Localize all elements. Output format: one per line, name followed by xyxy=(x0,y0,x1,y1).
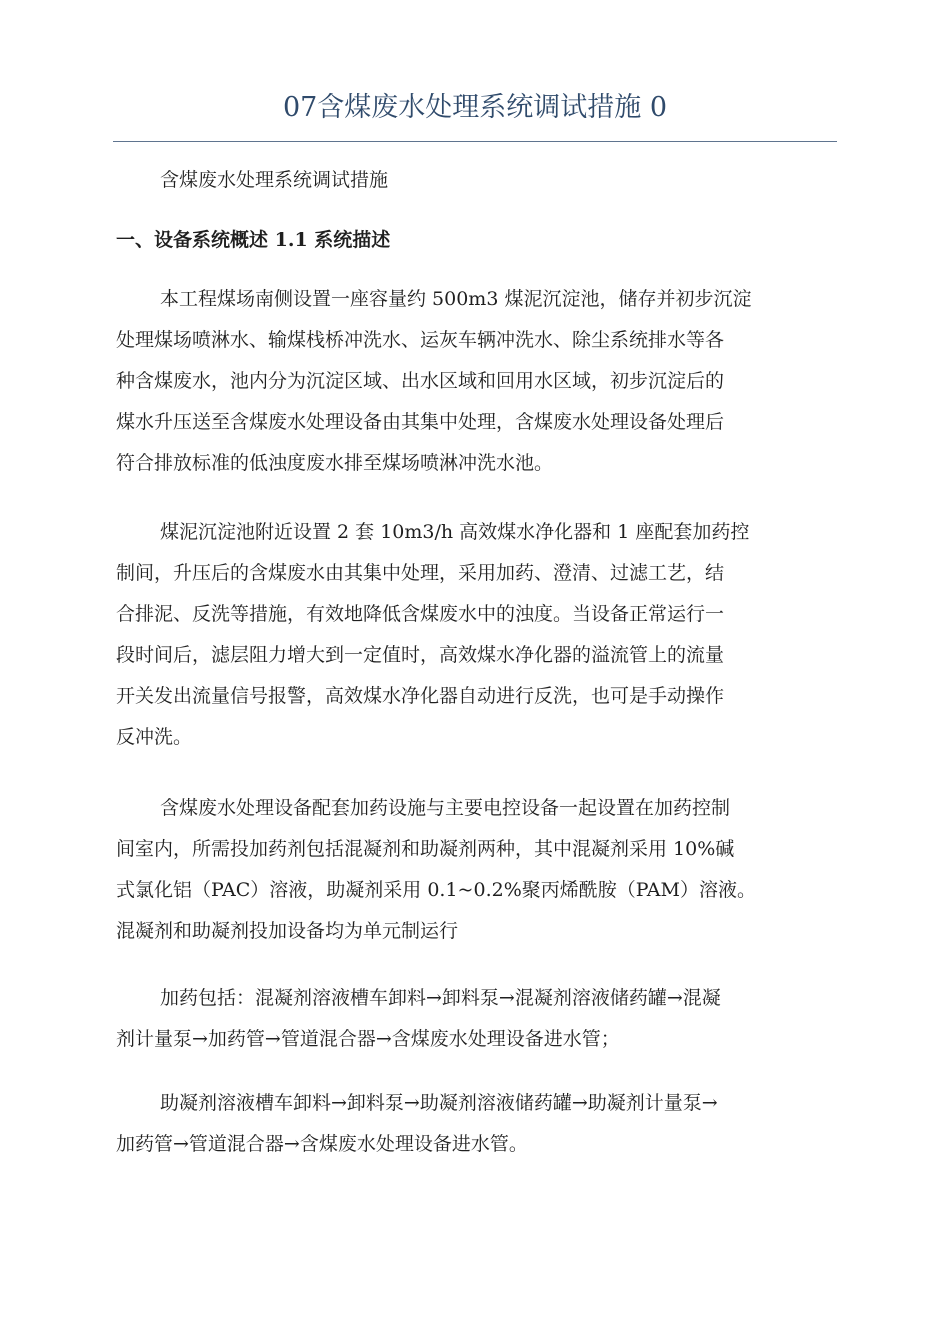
paragraph-5 xyxy=(116,1083,840,1165)
paragraph-1 xyxy=(116,279,840,484)
paragraph-line: 开关发出流量信号报警，高效煤水净化器自动进行反洗，也可是手动操作 xyxy=(116,685,725,707)
paragraph-line: 剂计量泵→加药管→管道混合器→含煤废水处理设备进水管； xyxy=(116,1028,620,1050)
paragraph-line: 含煤废水处理设备配套加药设施与主要电控设备一起设置在加药控制 xyxy=(160,797,731,819)
paragraph-line: 间室内，所需投加药剂包括混凝剂和助凝剂两种，其中混凝剂采用 10%碱 xyxy=(116,838,735,860)
paragraph-line: 种含煤废水，池内分为沉淀区域、出水区域和回用水区域，初步沉淀后的 xyxy=(116,370,725,392)
title-divider xyxy=(113,141,837,142)
paragraph-line: 混凝剂和助凝剂投加设备均为单元制运行 xyxy=(116,920,459,942)
paragraph-line: 加药包括：混凝剂溶液槽车卸料→卸料泵→混凝剂溶液储药罐→混凝 xyxy=(160,987,721,1009)
document-subtitle xyxy=(116,160,840,201)
paragraph-line: 煤泥沉淀池附近设置 2 套 10m3/h 高效煤水净化器和 1 座配套加药控 xyxy=(160,521,750,543)
paragraph-4 xyxy=(116,978,840,1060)
paragraph-line: 助凝剂溶液槽车卸料→卸料泵→助凝剂溶液储药罐→助凝剂计量泵→ xyxy=(160,1092,718,1114)
paragraph-line: 反冲洗。 xyxy=(116,726,193,748)
paragraph-line: 处理煤场喷淋水、输煤栈桥冲洗水、运灰车辆冲洗水、除尘系统排水等各 xyxy=(116,329,725,351)
paragraph-line: 段时间后，滤层阻力增大到一定值时，高效煤水净化器的溢流管上的流量 xyxy=(116,644,725,666)
section-heading-text: 一、设备系统概述 1.1 系统描述 xyxy=(116,229,391,251)
paragraph-line: 合排泥、反洗等措施，有效地降低含煤废水中的浊度。当设备正常运行一 xyxy=(116,603,725,625)
paragraph-line: 加药管→管道混合器→含煤废水处理设备进水管。 xyxy=(116,1133,528,1155)
paragraph-line: 制间，升压后的含煤废水由其集中处理，采用加药、澄清、过滤工艺，结 xyxy=(116,562,725,584)
paragraph-line: 式氯化铝（PAC）溶液，助凝剂采用 0.1~0.2%聚丙烯酰胺（PAM）溶液。 xyxy=(116,879,756,901)
section-heading xyxy=(116,220,840,261)
paragraph-3 xyxy=(116,788,840,952)
document-title: 07含煤废水处理系统调试措施 0 xyxy=(282,92,668,123)
paragraph-2 xyxy=(116,512,840,758)
paragraph-line: 符合排放标准的低浊度废水排至煤场喷淋冲洗水池。 xyxy=(116,452,554,474)
paragraph-line: 本工程煤场南侧设置一座容量约 500m3 煤泥沉淀池，储存并初步沉淀 xyxy=(160,288,752,310)
paragraph-line: 煤水升压送至含煤废水处理设备由其集中处理，含煤废水处理设备处理后 xyxy=(116,411,725,433)
subtitle-text: 含煤废水处理系统调试措施 xyxy=(160,169,389,191)
